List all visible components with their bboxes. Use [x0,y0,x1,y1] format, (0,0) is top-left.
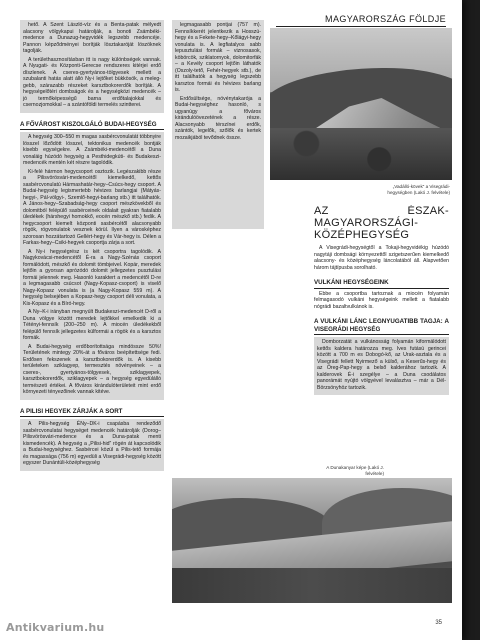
paragraph: A Visegrádi-hegységtől a Tokaji-hegyvidékig húzódó nagytáji dombsági környezettől szigetszerűen kiemelkedő alacsony- és középhegység láncolatából áll. Alapvetően három tájtípusba sorolható. [314,245,449,271]
section-heading: A VULKÁNI LÁNC LEGNYUGATIBB TAGJA: A VISEGRÁDI HEGYSÉG [314,318,449,335]
paragraph: A hegység 300–550 m magas sasbércvonulatát többnyire lösszel lőződött lösszel, tektonikus medencék bontják kisebb egységekre. A Zsámbéki-medencétől a Duna vonaláig húzódó hegység a Pesthidegkúti- és Budakeszi-medencék mentén két részre tagolódik. [23,134,161,166]
paragraph: legmagasabb pontjai (757 m). Fennsíkkerét jelentkezik a Hosszú-hegy és a Fekete-hegy–Kőlágyi-hegy vonulata is. A legfiatalyos sabb lepusztulási formák – viznosasok, köbörcök, sziklatornyok, dolomitorfák – a Kevély csoport lejtőin láthatók (Oszoly-tető, Fehér-hegyek stb.), de itt találhatók a hegység legszebb karsztos formái és hévizes barlang is. [175,22,261,93]
paragraph: Domborzatát a vulkánosság folyamán kiformálódott kettős kaldera határozza meg. Ives futású gerincei között a 700 m es Dobogó-kő, az Urak-asztala és a Visegrádi fellett Nyirmező a külső, a Keserűs-hegy és az Öreg-Pap-hegy a belső kalderához tartozik. A kalderovek É-i szegélye – a Duna csodálatos panorámát nyújtó völgyével levalásztva – már a Dél-Börzsönyhöz tartozik. [317,339,446,391]
paragraph: A Budai-hegység erdőborítottsága mindössze 50%! Területének mintegy 20%-át a főváros beépítettsége fedi. Erdősen fekszenek a karsztbokorerdők is. A kisebb területeken sziklagyep, termesztés növényeinek – a cseres-, gyertyános-tölgyesek, sziklagyepek, karsztbokorerdők, sziklagyepek – a hegység egyedülálló természeti értékei. A főváros kirándulóterületeit mint erdő környezeti tényezőinek vannak kitéve. [23,343,161,395]
section-heading: A PILISI HEGYEK ZÁRJÁK A SORT [20,408,164,418]
shaded-col2 [172,20,264,229]
paragraph: A Pilis-hegység ÉNy–DK-i csapásba rendeződő sasbércvonulatai hegységet medencék határolják (Dorog–Pilisvörösvári-medence és a Duna-patak menti kismedencék). A hegység a „Pilisi-hid” rögén át kapcsolódik a Budai-hegységhez. Sasbércei közül a Pilis-tető formája és magassága (756 m) egyedüli a Visegrádi-hegység között egyszer Dunántúli-középhegység [23,421,161,466]
section-heading: VULKÁNI HEGYSÉGEINK [314,279,449,289]
page-number: 35 [435,620,442,626]
aerial-photo-danube-bend [172,478,452,603]
section-title: AZ ÉSZAK-MAGYARORSZÁGI-KÖZÉPHEGYSÉG [314,205,449,241]
watermark: Antikvarium.hu [6,621,105,634]
running-head: MAGYARORSZÁG FÖLDJE [276,14,446,27]
paragraph: A Ny-i hegységrész is két csoportra tagolódik. A Nagykovácsi-medencétől É-ra a Nagy-Szénás csoport formálódott, mészkő és dolomit tömbjeivel. Kopár, meredek lejtőin a gyorsan aprózódó dolomit jellegzetes pusztulási formái jelennek meg. Hasonló karaktert a medencétől D-re a legmagasabb csúcsot (Nagy-Kopasz-csoport) is viselő Nagy-Kopasz vonulata is (a Nagy-Kopasz 559 m). A hegység belsejében a Kopasz-hegy csoport déli vonulata, a Kis-Kopasz és a Bíró-hegy. [23,248,161,307]
section-heading: A FŐVÁROST KISZOLGÁLÓ BUDAI-HEGYSÉG [20,121,164,131]
paragraph: A Ny–K-i irányban megnyúlt Budakeszi-medencét D-ről a Duna völgye között meredek lejtőkkel emelkedik ki a Tétényi-fennsík (200–250 m). A miocén üledékekből felépülő fennsík jellegzetes külformái a rögök és a karsztos formák. [23,309,161,341]
photo-caption: „Vadálló-kövek” a Visegrádi-hegységben (Lakó J. felvétele) [387,184,450,195]
shaded-intro [20,20,164,113]
paragraph: Ebbe a csoportba tartoznak a miocén folyamán felmagasodó vulkáni hegységeink mellett a fiatalabb nógrádi bazaltvulkánok is. [314,290,449,310]
column-1 [20,20,164,471]
column-3 [314,205,449,395]
column-2 [172,20,264,229]
paragraph: A területhasznosításban itt is nagy különbségek vannak. A Nyugati- és Központi-Gerecse rendszeres kitérjei erdő díszlenek. A cseres-gyertyános-tölgyesek mellett a szubalanti hatás alatt álló Ny-i lejtőket bükkösök, a meleg-gebb, szárazabb részeket karsztbokorerdők borítják. A hegységelőtéri dombságok és a hegységközi medencék – jó termőképességű barna erdőtalajokkal és csernozjomokkal – a szántóföldi termelés szintterei. [23,56,161,108]
paragraph: hető. A Szent László-víz és a Benta-patak mélyedt alacsony völgykapui határolják, a bonoti Zsámbéki-medence a Dunazug-hegyvidék legszebb medencéje. Pannon képződményei borítják lösztakaróját löszöknek tagolják. [23,22,161,54]
photo-caption: A Dunakanyar képe (Lakó J. felvétele) [326,465,384,476]
landscape-photo-rocks [270,28,452,180]
shaded-visegrad [314,337,449,395]
shaded-pilis [20,419,164,471]
paragraph: Erdősültsége, növénytakarója a Budai-hegységhez hasonló, s ugyanúgy a főváros kirándulóövezetének a része. Alacsonyabb térszínei erdők, szántók, legelők, szőlők és kertek mozaikjából tevődnek össze. [175,95,261,141]
shaded-budai [20,132,164,400]
paragraph: Ki-felé hármon hegycsoport osztozik. Legészakibb része a Pilisvörösvári-medencétől kiemelkedő, kettős sasbércvonulatú Hármashatár-hegy–Csúcs-hegy csoport. A Budai-hegység legismertebb hévizes barlangjai (Mátyás-hegyi-, Pál-völgyi-, Szemlő-hegyi-barlang stb.) itt találhatók. A János-hegy–Szabadság-hegy csoport mészkövekből és dolomitból felépülő sasbérceinek oldalait gyakran fiatalabb üledékek (hárshegyi homokkő, eocén mészkő stb.) fedik. A hegycsoport kiemelt központi sasbércétől alacsonyabb rögök, rögvonulatok vesznek körül. Ilyen a városképhez szorosan hozzátartozó Gellért-hegy és Vár-hegy is. Délen a Farkas-hegy–Csiki-hegyek csoportja zárja a sort. [23,168,161,246]
